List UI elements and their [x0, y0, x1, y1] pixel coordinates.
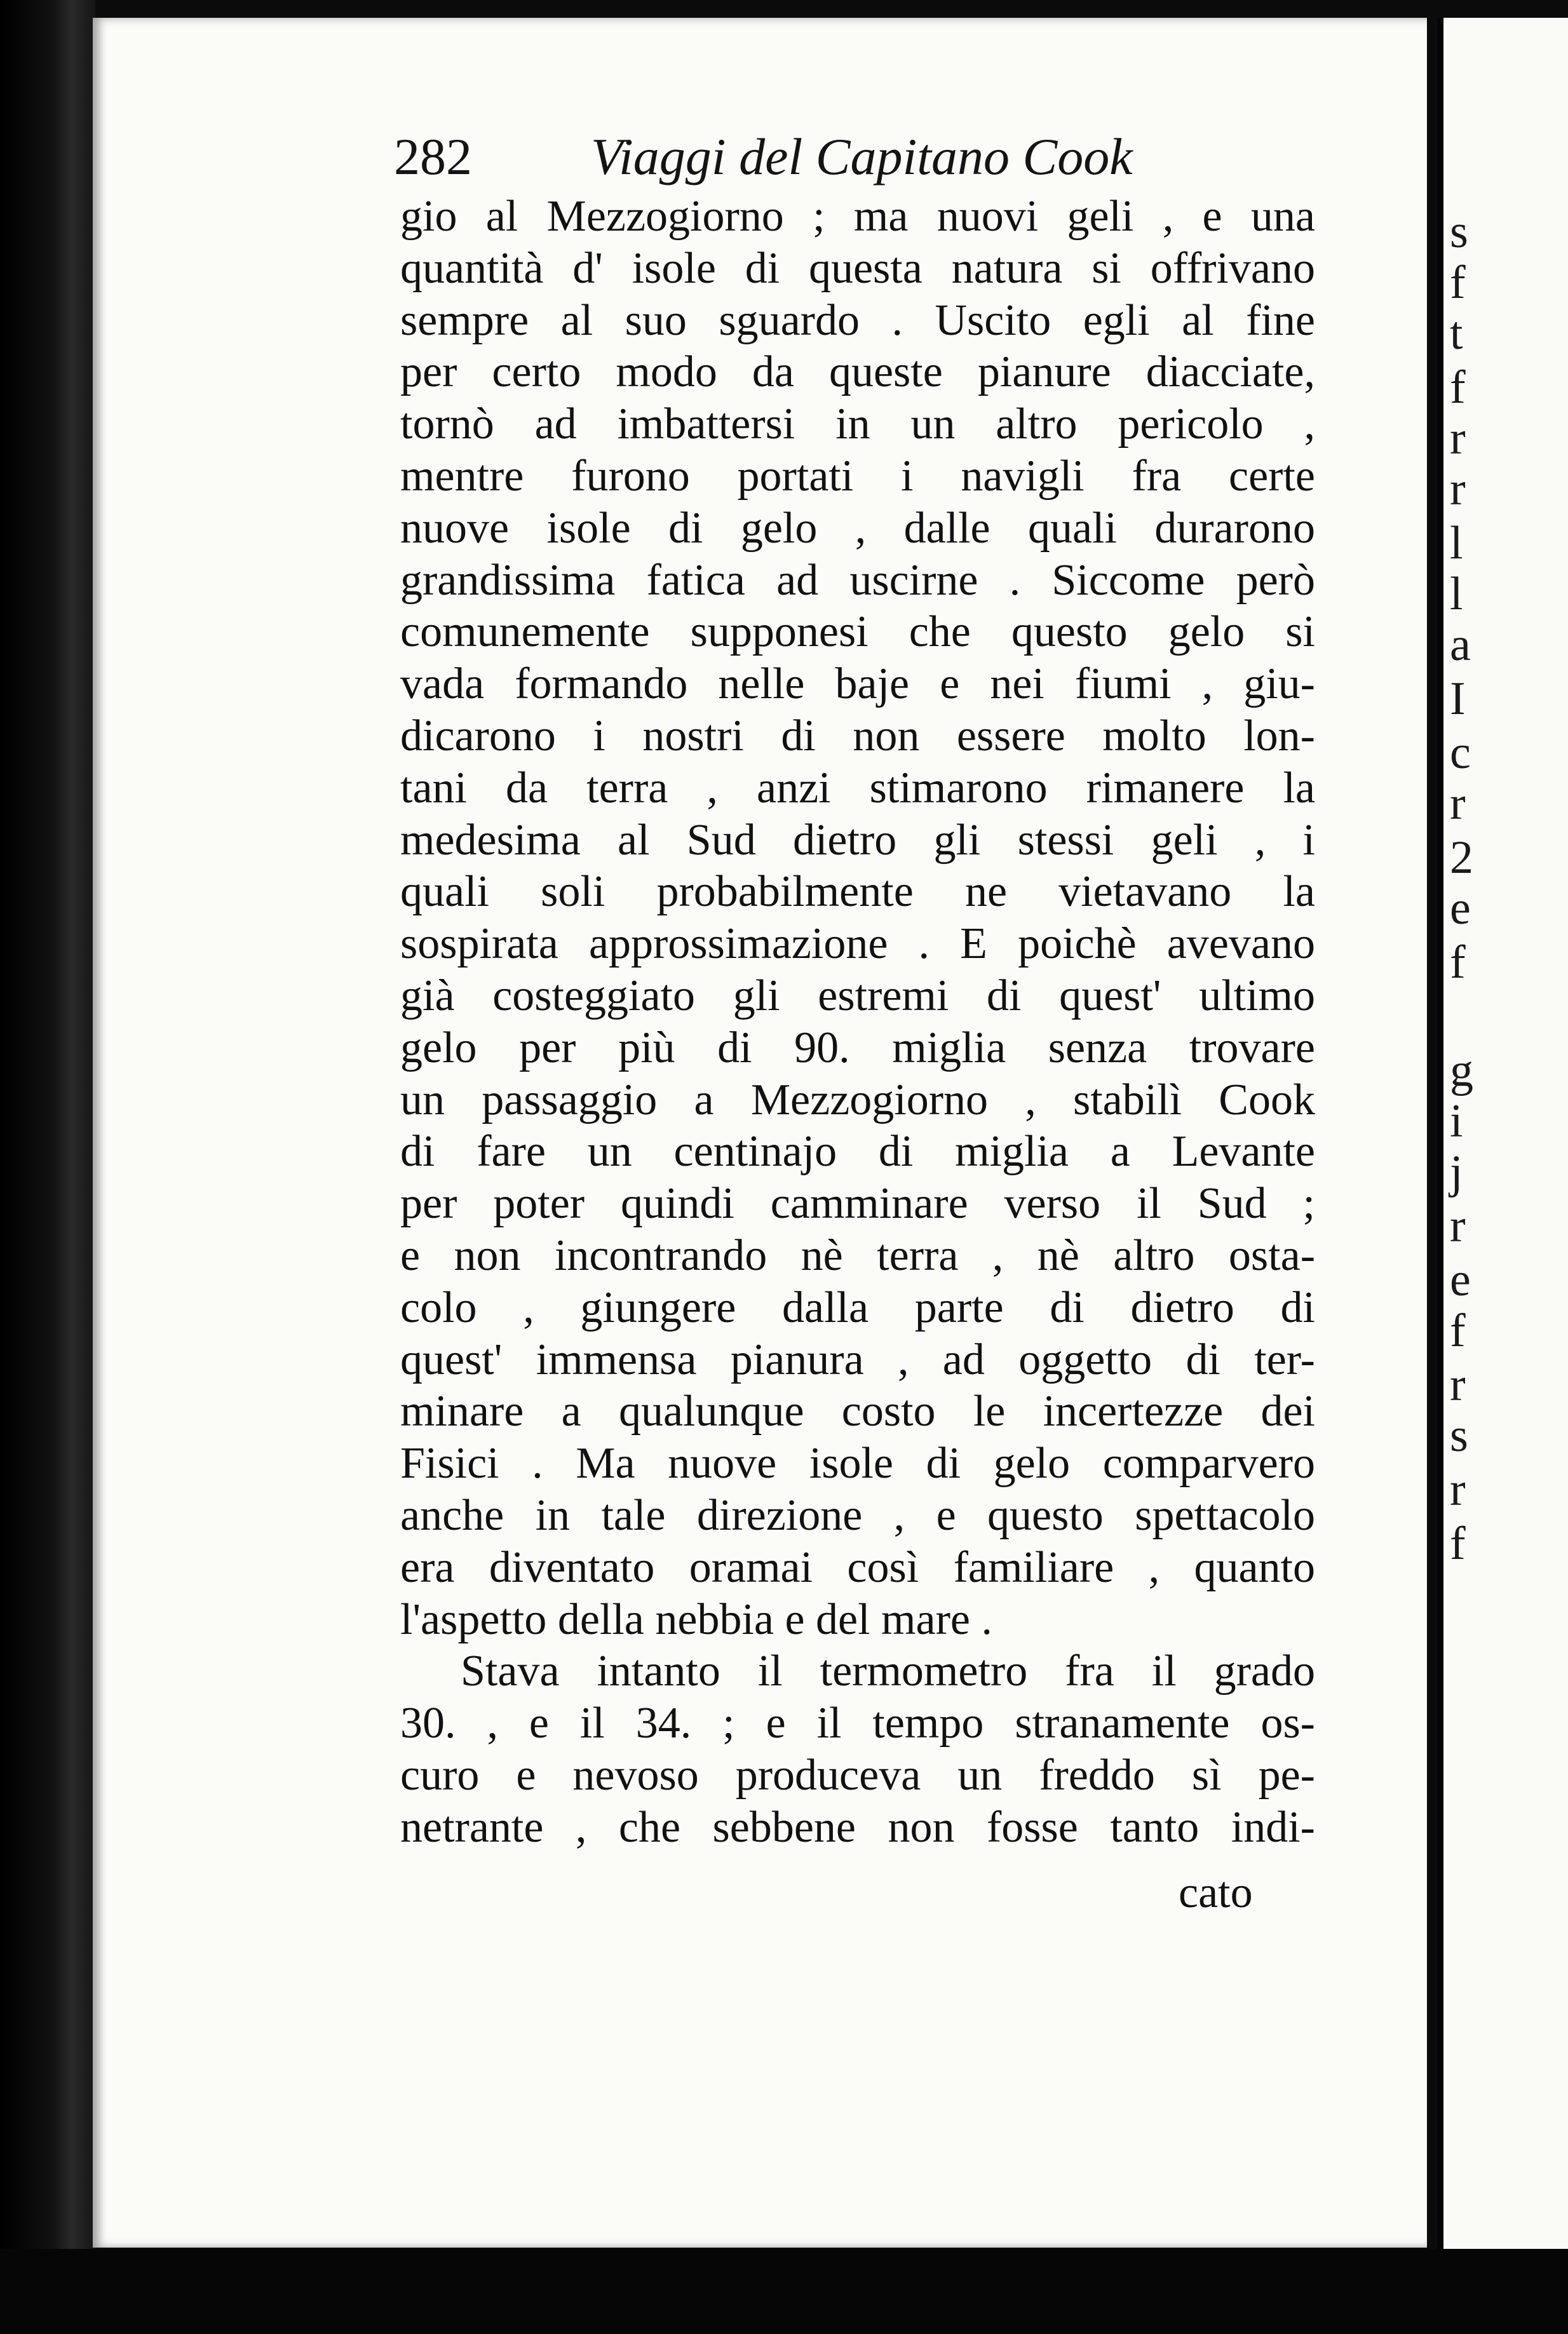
text-line: sempre al suo sguardo . Uscito egli al fine: [400, 295, 1315, 345]
facing-page-fragment: g: [1450, 1044, 1473, 1096]
text-line: era diventato oramai così familiare , quanto: [400, 1542, 1315, 1592]
text-line: vada formando nelle baje e nei fiumi , giu-: [400, 659, 1315, 709]
text-line: minare a qualunque costo le incertezze dei: [400, 1387, 1315, 1436]
text-line: Fisici . Ma nuove isole di gelo comparvero: [400, 1439, 1315, 1488]
page-number: 282: [394, 128, 472, 186]
facing-page-fragment: c: [1450, 727, 1471, 779]
text-line: di fare un centinajo di miglia a Levante: [400, 1127, 1315, 1177]
page-header: [394, 127, 1347, 191]
facing-page-fragment: r: [1450, 1359, 1466, 1411]
text-line: per certo modo da queste pianure diacciate,: [400, 347, 1315, 397]
text-line: gelo per più di 90. miglia senza trovare: [400, 1023, 1315, 1072]
text-line: tornò ad imbattersi in un altro pericolo ,: [400, 400, 1315, 449]
facing-page-fragment: r: [1450, 778, 1466, 830]
text-line: curo e nevoso produceva un freddo sì pe-: [400, 1750, 1315, 1800]
facing-page-fragment: e: [1450, 882, 1471, 934]
text-line: un passaggio a Mezzogiorno , stabilì Cook: [400, 1075, 1315, 1124]
facing-page-fragment: f: [1450, 1518, 1466, 1570]
facing-page-fragment: i: [1450, 1095, 1463, 1147]
book-spine-edge: [0, 0, 95, 2334]
text-line: netrante , che sebbene non fosse tanto indi-: [400, 1802, 1315, 1852]
facing-page-fragment: l: [1450, 568, 1463, 620]
catchword: cato: [1179, 1868, 1253, 1917]
running-title: Viaggi del Capitano Cook: [591, 128, 1133, 186]
facing-page-fragment: r: [1450, 1464, 1466, 1516]
facing-page-fragment: r: [1450, 1200, 1466, 1252]
text-line: gio al Mezzogiorno ; ma nuovi geli , e una: [400, 192, 1315, 241]
facing-page-fragment: f: [1450, 257, 1466, 309]
facing-page-fragment: j: [1450, 1146, 1463, 1198]
text-line: grandissima fatica ad uscirne . Siccome però: [400, 555, 1315, 605]
facing-page-edge: [1437, 18, 1568, 2260]
facing-page-fragment: a: [1450, 619, 1471, 671]
facing-page-fragment: e: [1450, 1254, 1471, 1306]
text-line: quest' immensa pianura , ad oggetto di ter-: [400, 1335, 1315, 1384]
text-line: colo , giungere dalla parte di dietro di: [400, 1283, 1315, 1332]
facing-page-fragment: f: [1450, 361, 1466, 414]
text-line: anche in tale direzione , e questo spettacolo: [400, 1490, 1315, 1540]
facing-page-fragment: l: [1450, 517, 1463, 569]
facing-page-fragment: f: [1450, 936, 1466, 988]
text-line: quantità d' isole di questa natura si offrivano: [400, 243, 1315, 293]
text-line: per poter quindi camminare verso il Sud ;: [400, 1179, 1315, 1229]
facing-page-fragment: I: [1450, 673, 1466, 725]
facing-page-fragment: f: [1450, 1305, 1466, 1357]
facing-page-fragment: s: [1450, 206, 1468, 258]
text-line: sospirata approssimazione . E poichè avevano: [400, 919, 1315, 969]
body-text: [400, 191, 1315, 1854]
text-line: dicarono i nostri di non essere molto lon-: [400, 711, 1315, 760]
text-line: già costeggiato gli estremi di quest' ultimo: [400, 971, 1315, 1020]
text-line: l'aspetto della nebbia e del mare .: [400, 1595, 992, 1644]
text-line: Stava intanto il termometro fra il grado: [461, 1647, 1315, 1696]
text-line: mentre furono portati i navigli fra certe: [400, 451, 1315, 501]
text-line: e non incontrando nè terra , nè altro osta-: [400, 1231, 1315, 1280]
text-line: tani da terra , anzi stimarono rimanere la: [400, 763, 1315, 813]
facing-page-fragment: t: [1450, 307, 1463, 360]
scan-bottom-border: [0, 2249, 1568, 2334]
text-line: quali soli probabilmente ne vietavano la: [400, 867, 1315, 917]
facing-page-fragment: r: [1450, 463, 1466, 515]
facing-page-fragment: s: [1450, 1410, 1468, 1462]
text-line: 30. , e il 34. ; e il tempo stranamente os-: [400, 1699, 1315, 1748]
facing-page-fragment: 2: [1450, 832, 1473, 884]
text-line: comunemente supponesi che questo gelo si: [400, 607, 1315, 657]
text-line: nuove isole di gelo , dalle quali durarono: [400, 503, 1315, 553]
facing-page-fragment: r: [1450, 412, 1466, 464]
text-line: medesima al Sud dietro gli stessi geli , i: [400, 815, 1315, 865]
